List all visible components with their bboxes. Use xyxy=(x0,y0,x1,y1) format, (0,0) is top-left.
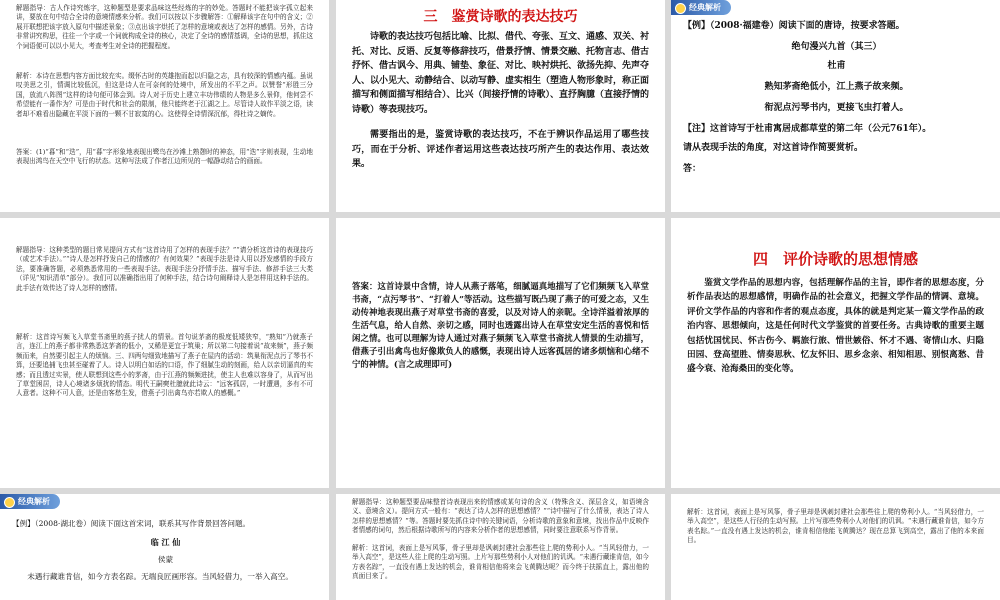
example-intro: 【例】（2008·福建卷）阅读下面的唐诗，按要求答题。 xyxy=(683,21,905,31)
poem-line-1: 熟知茅斋绝低小，江上燕子故来频。 xyxy=(764,82,909,92)
poem-line-1: 未遇行藏谁肯信，如今方表名踪。无端良匠画形容。当风轻借力，一举入高空。 xyxy=(27,572,293,581)
analysis-paragraph: 解析：本诗在思想内容方面比较充实。缀怀古时的英雄抱而起以归隐之志，具有较深的情感内蕴。虽说叹美思之引，情调比较低沉，但这是诗人在可奈何的处境中，所发出的不平之声。以赞誉“形胜三分国，放流八阵图”这样的诗句便可体会到。诗人对于历史上建立丰功伟绩的人物是多么景仰，他何尝不希望能有一番作为？可是由于时代和社会的限制，他只能终老于江湖之上。尽管诗人故作平淡之语，读者却不难看出隐藏在平淡下面的一颗不甘寂寞的心。这使得全诗情深沉郁，得杜诗之嫡传。 xyxy=(16,72,313,118)
answer-paragraph: 答案：(1)“暮”和“迭”，用“暮”字形象地表现出鹭鸟在沙滩上熟憩时的神态，用“迭”字则表现，生动地表现出鸿鸟在天空中飞行的状态。这种写法成了作者江边所见的一幅静动结合的画面。 xyxy=(16,148,313,166)
slide-thumbnail-6[interactable] xyxy=(671,218,1000,488)
techniques-paragraph: 诗歌的表达技巧包括比喻、比拟、借代、夸张、互文、通感、双关、衬托、对比、反语、反复等修辞技巧，借景抒情、情景交融、托物言志、借古抒怀、借古讽今、用典、铺垫、象征、对比、映衬烘托、欲扬先抑、先声夺人、以小见大、动静结合、以动写静、虚实相生（塑造人物形象时，称正面描写和侧面描写相结合）、比兴（间接抒情的诗歌）、直抒胸臆（直接抒情的诗歌）等表现技巧。 xyxy=(352,32,650,115)
slide-thumbnail-4[interactable] xyxy=(0,218,329,488)
guide-paragraph: 解题指导：古人作诗究炼字，这种题型是要求品味这些经炼的字的妙处。答题时不能把该字孤立起来讲，要放在句中结合全诗的意境情感来分析。我们可以按以下步骤解答：①解释该字在句中的含义；②展开联想把该字放入原句中描述景象；③点出该字烘托了怎样的意境或表达了怎样的感情。另外，古诗非常讲究构思，往往一个字或一个词就构成全诗的核心，决定了全诗的感情基调，全诗的思想，抓住这个词语便可以以小见大，考查考生对全诗的把握程度。 xyxy=(16,4,313,50)
poem-title: 绝句漫兴九首（其三） xyxy=(791,42,882,52)
poem-line-2: 衔泥点污琴书内，更接飞虫打着人。 xyxy=(764,103,909,113)
poem-title: 临 江 仙 xyxy=(150,537,181,547)
classic-analysis-badge: 经典解析 xyxy=(671,0,731,15)
classic-analysis-badge: 经典解析 xyxy=(0,494,60,509)
slide-thumbnail-5[interactable] xyxy=(336,218,665,488)
question-text: 请从表现手法的角度，对这首诗作简要赏析。 xyxy=(683,143,864,153)
guide-paragraph: 解题指导：这种题型要品味整首诗表现出来的情感或某句诗的含义（特殊含义、深层含义，如语境含义、意境含义）。提问方式一般有：“表达了诗人怎样的思想感情？”“诗中描写了什么情景，表达了诗人怎样的思想感情？”等。答题时要先抓住诗中的关键词语，分析诗歌的意象和意境，找出作品中反映作者情感的词句，然后根据诗歌所写的内容来分析作者的思想感情，同时要注意联系写作背景。 xyxy=(352,498,649,535)
analysis-paragraph: 解析：这首词，表面上是写风筝，骨子里却是讽刺封建社会那些往上爬的势利小人。“当风轻借力，一举入高空”，是这些人行径的生动写照。上片写那些势利小人对他们的讥讽。“未遇行藏谁肯信，如今方表名踪。”一直没有遇上发达的机会，谁肯相信他能飞黄腾达？现在总算飞到高空，露出了他的本来面目。 xyxy=(687,508,984,545)
slide-thumbnail-7[interactable] xyxy=(0,494,329,600)
poem-author: 杜甫 xyxy=(827,61,846,71)
answer-label: 答： xyxy=(683,164,702,174)
slide-thumbnail-8[interactable] xyxy=(336,494,665,600)
thought-emotion-paragraph: 鉴赏文学作品的思想内容，包括理解作品的主旨，即作者的思想态度，分析作品表达的思想感情，明确作品的社会意义，把握文学作品的情调、意境。评价文学作品的内容和作者的观点态度，具体的就是判定某一篇文学作品的政治内容、思想倾向，这是任何时代文学鉴赏的首要任务。古典诗歌的重要主题包括忧国忧民、怀古伤今、羁旅行旅、惜世嫉俗、怀才不遇、寄情山水、归隐田园、登高望胜、情奏思秋、忆友怀旧、思乡念亲、相知相思、别恨离愁、昔盛今衰、沧海桑田的变化等。 xyxy=(687,278,984,375)
poem-author: 侯蒙 xyxy=(157,555,174,564)
guide-paragraph: 解题指导：这种类型的题目常见提问方式有“这首诗用了怎样的表现手法？”“请分析这首诗的表现技巧（或艺术手法）。”“诗人是怎样抒发自己的情感的？有何效果？”表现手法是诗人用以抒发感情的手段方法，要准确答题，必须熟悉常用的一些表现手法。表现手法分抒情手法、描写手法、修辞手法三大类（详见“知识清单”部分）。我们可以准确指出用了何种手法，结合诗句阐释诗人是怎样用这种手法的。此手法有效传达了诗人怎样的感情。 xyxy=(16,246,313,292)
example-intro: 【例】（2008·湖北卷）阅读下面这首宋词，联系其写作背景回答问题。 xyxy=(12,519,251,528)
note-paragraph: 需要指出的是，鉴赏诗歌的表达技巧，不在于辨识作品运用了哪些技巧，而在于分析、评述作者运用这些表达技巧所产生的表达作用、表达效果。 xyxy=(352,130,649,169)
slide-thumbnail-2[interactable] xyxy=(336,0,665,212)
slide-thumbnail-3[interactable] xyxy=(671,0,1000,212)
analysis-paragraph: 解析：这首词，表面上是写风筝，骨子里却是讽刺封建社会那些往上爬的势利小人。“当风轻借力，一举入高空”，是这些人往上爬的生动写照。上片写那些势利小人对他们的讥讽。“未遇行藏谁肯信，如今方表名踪”，一直没有遇上发达的机会，谁肯相信他将来会飞黄腾达呢？而今终于扶摇直上，露出他的真面目来了。 xyxy=(352,544,649,581)
poem-note: 【注】这首诗写于杜甫寓居成都草堂的第二年（公元761年）。 xyxy=(683,124,932,134)
section-heading: 四 评价诗歌的思想情感 xyxy=(752,250,918,268)
analysis-paragraph: 解析：这首诗写频飞入草堂书斋里的燕子扰人的情景。首句说茅斋的极度低矮狭窄，“熟知”乃就燕子言，连江上的燕子都非常熟悉这茅斋的低小，又稀是更宜于筑巢；所以第二句接着说“故来频”，燕子频频而来，自然要引起主人的烦恼。三、四两句细致地描写了燕子在屋内的活动：筑巢衔泥点污了琴书不算，还要追捕飞虫甚至碰着了人。诗人以明白如话的口语，作了细腻生动的刻画，给人以亲切逼真的实感；而且透过实景，使人联想到这些小的茅斋，由于江燕的频频进扰，使主人也难以容身了，从而写出了草堂困居，诗人心境诸多烦扰的情态。明代王嗣奭杜臆就此诗云：“远客孤居，一时遭遇，多有不可人意者。这种不可人意，还是由客愁生发，借燕子引出禽鸟亦若欺人的感概。” xyxy=(16,333,313,398)
answer-paragraph: 答案：这首诗景中含情，诗人从燕子落笔，细腻逼真地描写了它们频频飞入草堂书斋，“点污琴书”、“打着人”等活动。这些描写既凸现了燕子的可爱之态，又生动传神地表现出燕子对草堂书斋的喜爱，以及对诗人的亲昵。全诗洋溢着浓厚的生活气息，给人自然、亲切之感，同时也透露出诗人在草堂安定生活的喜悦和恬闲之情。也可以理解为诗人通过对燕子频频飞入草堂书斋扰人情景的生动描写，借燕子引出禽鸟也好像欺负人的感慨，表现出诗人远客孤居的诸多烦恼和心绪不宁的神情。(言之成理即可) xyxy=(352,281,649,369)
slide-thumbnail-9[interactable] xyxy=(671,494,1000,600)
section-heading: 三 鉴赏诗歌的表达技巧 xyxy=(423,9,578,25)
slide-thumbnail-1[interactable] xyxy=(0,0,329,212)
